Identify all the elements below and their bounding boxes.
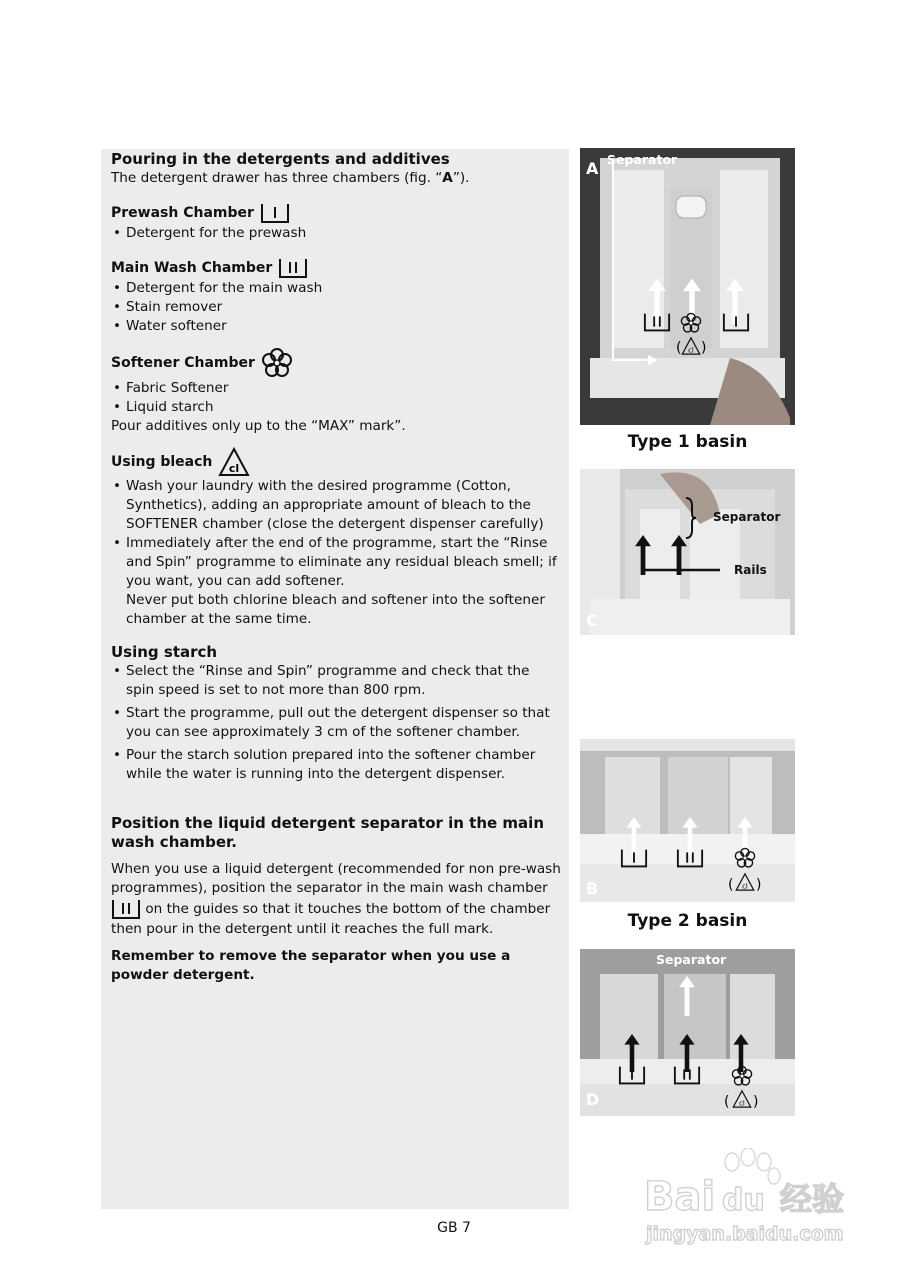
softener-heading: Softener Chamber: [111, 347, 561, 379]
baidu-watermark: [640, 1148, 860, 1273]
separator-heading: Position the liquid detergent separator in the main wash chamber.: [111, 814, 545, 851]
section-title-pouring: Pouring in the detergents and additives: [111, 150, 450, 168]
figure-c-drawing: [580, 469, 795, 635]
figure-d-photo: [580, 949, 795, 1116]
svg-text:(: (: [724, 1094, 730, 1110]
separator-reminder: Remember to remove the separator when you use a powder detergent.: [111, 948, 511, 983]
svg-text:): ): [756, 877, 762, 893]
figure-a-label: Separator: [607, 152, 678, 167]
list-item: • Detergent for the main wash: [111, 279, 561, 298]
watermark-url: jingyan.baidu.com: [646, 1223, 844, 1245]
svg-text:(: (: [676, 340, 682, 356]
watermark-brand: Bai: [644, 1174, 716, 1220]
watermark-brand-du: du: [722, 1183, 765, 1218]
prewash-heading: Prewash Chamber: [111, 202, 561, 224]
list-item: • Start the programme, pull out the detergent dispenser so that you can see approximately 3 cm of the softener chamber.: [111, 704, 561, 742]
figure-d-label: Separator: [656, 952, 727, 967]
figure-c-separator-label: Separator: [713, 510, 781, 524]
starch-list: [111, 662, 561, 784]
list-item: • Liquid starch: [111, 398, 561, 417]
list-item: • Fabric Softener: [111, 379, 561, 398]
svg-text:): ): [701, 340, 707, 356]
softener-list: [111, 379, 561, 417]
list-item: • Water softener: [111, 317, 561, 336]
watermark-cn: 经验: [780, 1180, 845, 1218]
list-item: • Pour the starch solution prepared into the softener chamber while the water is running into the detergent dispenser.: [111, 746, 561, 784]
list-item: • Wash your laundry with the desired programme (Cotton, Synthetics), adding an appropriate amount of bleach to the SOFTENER chamber (close the detergent dispenser carefully): [111, 477, 561, 534]
figure-d-letter: D: [586, 1090, 600, 1109]
figure-a-letter: A: [586, 159, 599, 178]
separator-text: When you use a liquid detergent (recommended for non pre-wash programmes), position the separator in the main wash chamber on the guides so that it touches the bottom of the chamber then pour in the detergent until it reaches the full mark.: [111, 861, 561, 937]
mainwash-heading: Main Wash Chamber: [111, 257, 561, 279]
svg-text:): ): [753, 1094, 759, 1110]
figure-c-rails-label: Rails: [734, 563, 767, 577]
max-note: Pour additives only up to the “MAX” mark”.: [111, 418, 406, 434]
figure-b-photo: [580, 739, 795, 902]
figure-b-drawing: [580, 739, 795, 902]
svg-text:(: (: [728, 877, 734, 893]
figure-a-photo: [580, 148, 795, 425]
figure-a-drawing: [580, 148, 795, 425]
list-item: • Stain remover: [111, 298, 561, 317]
bleach-list: [111, 477, 561, 629]
mainwash-icon: [111, 898, 141, 920]
figure-c-letter: C: [586, 611, 598, 630]
type1-caption: Type 1 basin: [627, 432, 748, 452]
bleach-icon: [218, 447, 250, 477]
list-item: • Detergent for the prewash: [111, 224, 561, 243]
figure-d-drawing: [580, 949, 795, 1116]
bleach-heading: Using bleach: [111, 447, 561, 477]
list-item: • Immediately after the end of the programme, start the “Rinse and Spin” programme to eliminate any residual bleach smell; if you want, you can add softener. Never put both chlorine bleach and softener into the softener chamber at the same time.: [111, 534, 561, 629]
instructions-column: [111, 150, 561, 985]
figure-b-letter: B: [586, 879, 599, 898]
prewash-list: [111, 224, 561, 243]
figure-c-photo: [580, 469, 795, 635]
type2-caption: Type 2 basin: [627, 911, 748, 931]
flower-icon: [261, 347, 293, 379]
prewash-icon: [260, 202, 290, 224]
starch-heading: Using starch: [111, 643, 218, 661]
list-item: • Select the “Rinse and Spin” programme and check that the spin speed is set to not more than 800 rpm.: [111, 662, 561, 700]
page-number: GB 7: [437, 1220, 471, 1236]
intro-text: The detergent drawer has three chambers (fig. “A”).: [111, 170, 470, 186]
mainwash-icon: [278, 257, 308, 279]
mainwash-list: [111, 279, 561, 336]
